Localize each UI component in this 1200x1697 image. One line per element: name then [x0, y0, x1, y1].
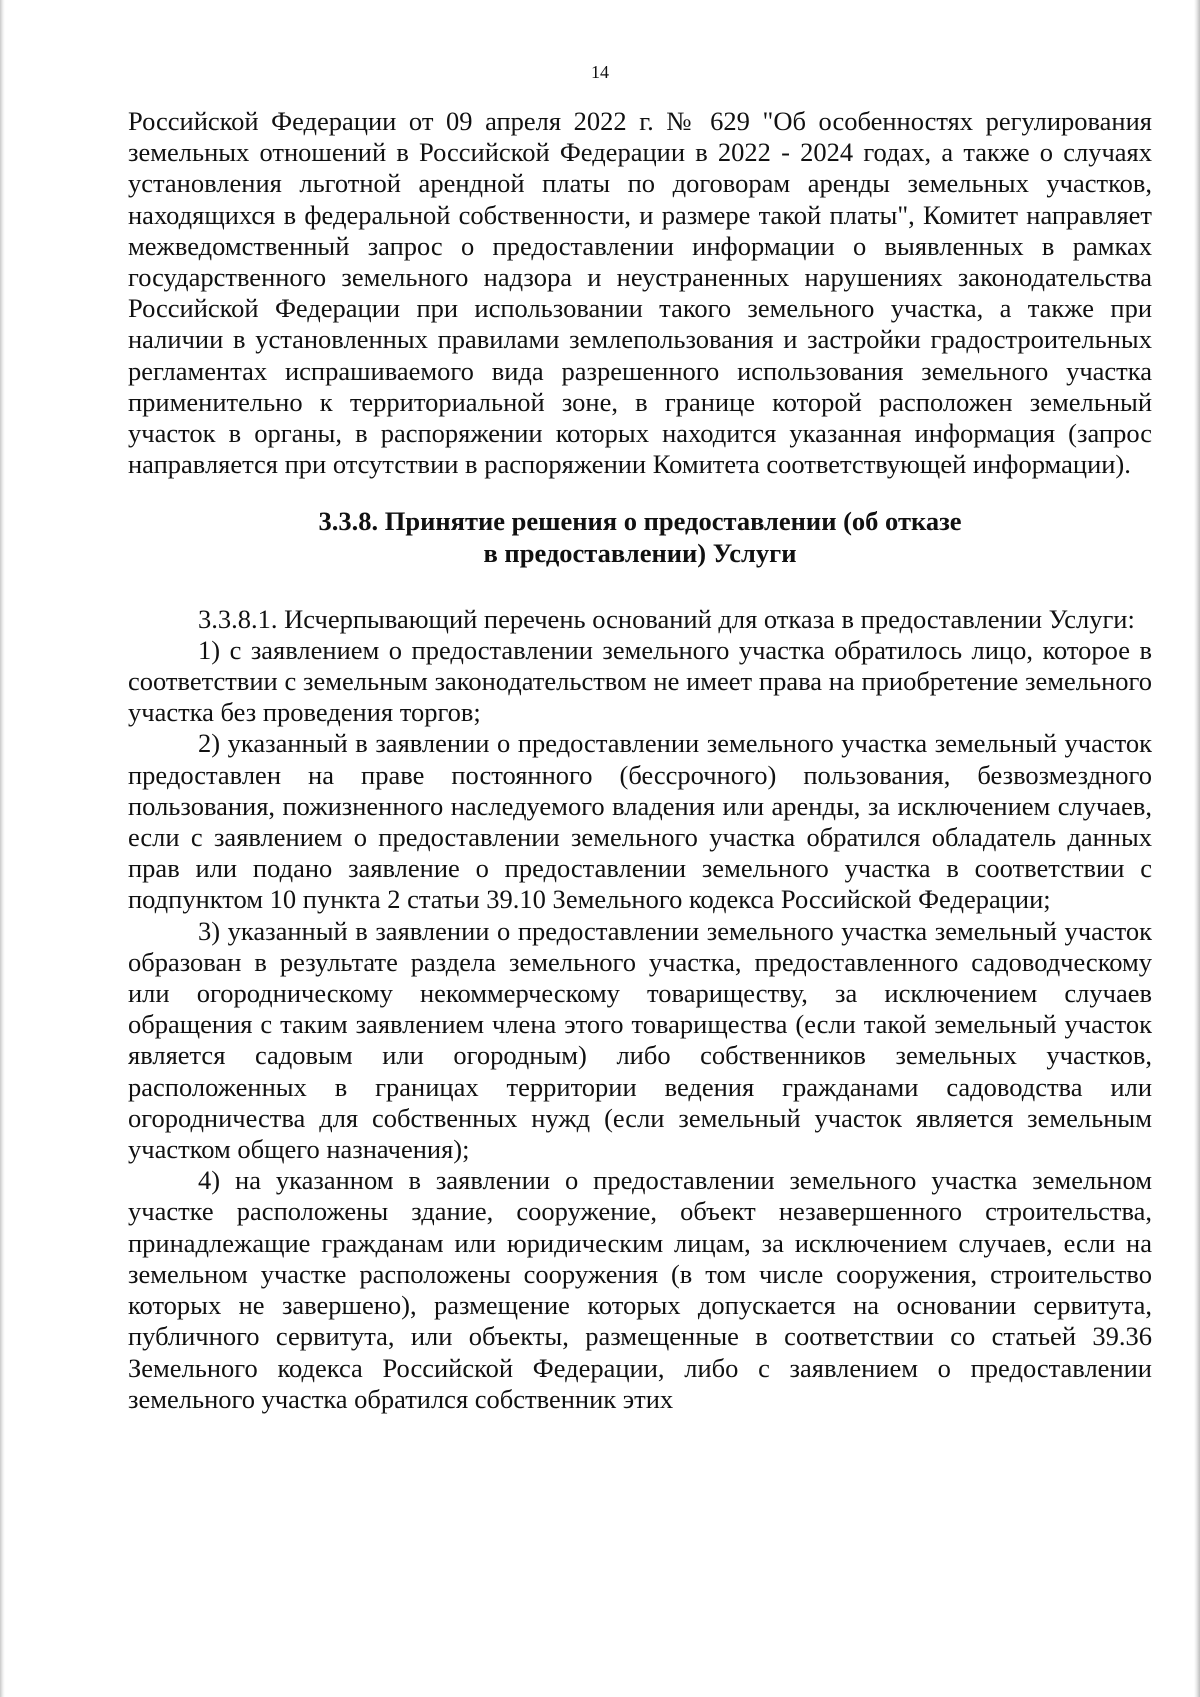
section-heading-line-2: в предоставлении) Услуги: [483, 538, 797, 569]
page-number: 14: [591, 62, 609, 82]
refusal-ground-3: 3) указанный в заявлении о предоставлении земельного участка земельный участок образован в результате раздела земельного участка, предоставленного садоводческому или огородническому некоммерческому товариществу, за исключением случаев обращения с таким заявлением члена этого товарищества (если такой земельный участок является садовым или огородным) либо собственников земельных участков, расположенных в границах территории ведения гражданами садоводства или огородничества для собственных нужд (если земельный участок является земельным участком общего назначения);: [128, 915, 1152, 1165]
document-body: [128, 106, 1152, 1415]
section-heading-line-1: 3.3.8. Принятие решения о предоставлении (об отказе: [318, 506, 962, 537]
refusal-ground-1: 1) с заявлением о предоставлении земельного участка обратилось лицо, которое в соответствии с земельным законодательством не имеет права на приобретение земельного участка без проведения торгов;: [128, 634, 1152, 728]
intro-paragraph: Российской Федерации от 09 апреля 2022 г. № 629 "Об особенностях регулирования земельных отношений в Российской Федерации в 2022 - 2024 годах, а также о случаях установления льготной арендной платы по договорам аренды земельных участков, находящихся в федеральной собственности, и размере такой платы", Комитет направляет межведомственный запрос о предоставлении информации о выявленных в рамках государственного земельного надзора и неустраненных нарушениях законодательства Российской Федерации при использовании такого земельного участка, а также при наличии в установленных правилами землепользования и застройки градостроительных регламентах испрашиваемого вида разрешенного использования земельного участка применительно к территориальной зоне, в границе которой расположен земельный участок в органы, в распоряжении которых находится указанная информация (запрос направляется при отсутствии в распоряжении Комитета соответствующей информации).: [128, 106, 1152, 480]
refusal-ground-2: 2) указанный в заявлении о предоставлении земельного участка земельный участок предоставлен на праве постоянного (бессрочного) пользования, безвозмездного пользования, пожизненного наследуемого владения или аренды, за исключением случаев, если с заявлением о предоставлении земельного участка обратился обладатель данных прав или подано заявление о предоставлении земельного участка в соответствии с подпунктом 10 пункта 2 статьи 39.10 Земельного кодекса Российской Федерации;: [128, 728, 1152, 915]
section-heading: [128, 506, 1152, 569]
scan-edge-right: [1194, 0, 1200, 1697]
scan-edge-left: [0, 0, 5, 1697]
clause-3-3-8-1: 3.3.8.1. Исчерпывающий перечень оснований для отказа в предоставлении Услуги:: [198, 603, 1135, 634]
refusal-ground-4: 4) на указанном в заявлении о предоставлении земельного участка земельном участке расположены здание, сооружение, объект незавершенного строительства, принадлежащие гражданам или юридическим лицам, за исключением случаев, если на земельном участке расположены сооружения (в том числе сооружения, строительство которых не завершено), размещение которых допускается на основании сервитута, публичного сервитута, или объекты, размещенные в соответствии со статьей 39.36 Земельного кодекса Российской Федерации, либо с заявлением о предоставлении земельного участка обратился собственник этих: [128, 1165, 1152, 1414]
